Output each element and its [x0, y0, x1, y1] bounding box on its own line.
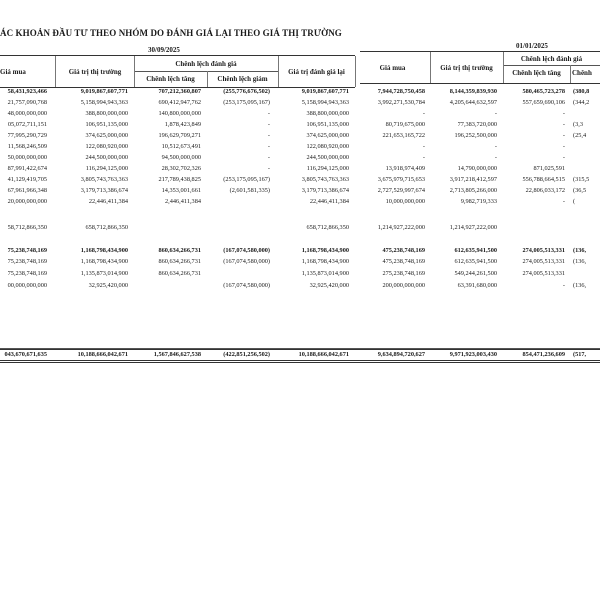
- table-cell: 22,446,411,384: [88, 198, 128, 205]
- table-cell: 374,625,000,000: [306, 132, 349, 139]
- table-cell: (380,8: [573, 88, 590, 95]
- table-cell: 1,135,873,014,900: [80, 270, 128, 277]
- table-cell: 32,925,420,000: [88, 282, 128, 289]
- table-cell: 67,961,966,348: [7, 187, 47, 194]
- table-cell: 196,252,500,000: [454, 132, 497, 139]
- table-cell: 3,992,271,530,784: [377, 99, 425, 106]
- table-cell: 1,214,927,222,000: [377, 224, 425, 231]
- table-cell: 80,719,675,000: [385, 121, 425, 128]
- table-cell: 1,168,798,434,900: [301, 247, 349, 254]
- header-bottom-rule-prior: [360, 83, 600, 84]
- table-row: [0, 231, 600, 241]
- table-row: [0, 98, 600, 108]
- table-cell: 00,000,000,000: [7, 282, 47, 289]
- table-cell: (253,175,095,167): [223, 99, 270, 106]
- table-cell: 557,659,690,106: [522, 99, 565, 106]
- table-cell: -: [267, 121, 270, 128]
- table-cell: 871,025,591: [533, 165, 565, 172]
- table-cell: -: [422, 110, 425, 117]
- table-cell: 116,294,125,000: [85, 165, 128, 172]
- table-cell: -: [562, 121, 565, 128]
- table-cell: 196,629,709,271: [158, 132, 201, 139]
- table-cell: -: [267, 165, 270, 172]
- table-cell: 14,353,001,661: [161, 187, 201, 194]
- table-cell: 5,158,994,943,363: [80, 99, 128, 106]
- table-cell: 475,238,748,169: [382, 258, 425, 265]
- table-cell: -: [267, 132, 270, 139]
- table-cell: 3,675,979,715,653: [377, 176, 425, 183]
- table-cell: 4,205,644,632,597: [449, 99, 497, 106]
- table-row: [0, 197, 600, 207]
- table-row: [0, 153, 600, 163]
- table-row: [0, 131, 600, 141]
- table-cell: 9,019,867,607,771: [301, 88, 349, 95]
- table-cell: 854,471,236,609: [522, 351, 565, 358]
- table-cell: 580,465,723,278: [522, 88, 565, 95]
- table-cell: 22,446,411,384: [309, 198, 349, 205]
- total-rule-bottom: [0, 360, 600, 361]
- table-cell: (136,: [573, 258, 587, 265]
- table-cell: 3,805,743,763,363: [301, 176, 349, 183]
- table-cell: 2,446,411,384: [165, 198, 201, 205]
- table-cell: 244,500,000,000: [306, 154, 349, 161]
- table-cell: 3,179,713,386,674: [301, 187, 349, 194]
- table-row: [0, 120, 600, 130]
- table-cell: (517,: [573, 351, 587, 358]
- header-decrease-prior: Chênh: [572, 69, 592, 77]
- table-row: [0, 246, 600, 256]
- table-cell: 388,800,000,000: [306, 110, 349, 117]
- table-cell: 274,005,513,331: [522, 270, 565, 277]
- table-cell: 10,512,673,491: [161, 143, 201, 150]
- table-cell: 87,991,422,674: [7, 165, 47, 172]
- total-rule-double: [0, 362, 600, 363]
- table-cell: 1,168,798,434,900: [80, 247, 128, 254]
- header-increase: Chênh lệch tăng: [146, 75, 195, 83]
- table-cell: 707,212,360,807: [158, 88, 201, 95]
- table-cell: 860,634,266,731: [158, 258, 201, 265]
- table-cell: 48,000,000,000: [7, 110, 47, 117]
- table-cell: 549,244,261,500: [454, 270, 497, 277]
- subheader-rule-current: [134, 71, 278, 72]
- table-cell: 274,005,513,331: [522, 247, 565, 254]
- table-cell: 14,790,000,000: [457, 165, 497, 172]
- table-cell: -: [562, 143, 565, 150]
- table-cell: -: [494, 110, 497, 117]
- table-cell: 1,168,798,434,900: [301, 258, 349, 265]
- table-cell: 10,188,666,042,671: [298, 351, 349, 358]
- table-cell: 13,918,974,409: [385, 165, 425, 172]
- header-market-value: Giá trị thị trường: [68, 68, 122, 76]
- table-cell: -: [494, 154, 497, 161]
- header-rule-prior: [360, 51, 600, 52]
- period-current: 30/09/2025: [148, 46, 180, 54]
- table-cell: 2,727,529,997,674: [377, 187, 425, 194]
- table-row: [0, 257, 600, 267]
- table-cell: -: [562, 154, 565, 161]
- table-cell: 374,625,000,000: [85, 132, 128, 139]
- table-cell: 11,568,246,509: [7, 143, 47, 150]
- table-cell: 122,080,920,000: [306, 143, 349, 150]
- table-cell: 10,188,666,042,671: [77, 351, 128, 358]
- table-cell: -: [422, 154, 425, 161]
- table-cell: 63,391,680,000: [457, 282, 497, 289]
- table-cell: 043,670,671,635: [4, 351, 47, 358]
- table-cell: -: [267, 143, 270, 150]
- table-cell: 9,982,719,333: [460, 198, 497, 205]
- table-cell: 5,158,994,943,363: [301, 99, 349, 106]
- table-cell: 200,000,000,000: [382, 282, 425, 289]
- header-revaluation-diff: Chênh lệch đánh giá: [175, 60, 237, 68]
- header-increase-prior: Chênh lệch tăng: [512, 69, 561, 77]
- table-cell: 75,238,748,169: [7, 258, 47, 265]
- table-cell: 7,944,728,750,458: [377, 88, 425, 95]
- header-revalued-value: Giá trị đánh giá lại: [288, 68, 345, 76]
- table-cell: 658,712,866,350: [306, 224, 349, 231]
- table-cell: 1,168,798,434,900: [80, 258, 128, 265]
- table-row: [0, 281, 600, 291]
- table-cell: 106,951,135,000: [306, 121, 349, 128]
- table-cell: 140,800,000,000: [158, 110, 201, 117]
- table-row: [0, 87, 600, 97]
- header-revaluation-diff-prior: Chênh lệch đánh giá: [520, 55, 583, 63]
- table-cell: 274,005,513,331: [522, 258, 565, 265]
- table-cell: 75,238,748,169: [7, 270, 47, 277]
- table-row: [0, 164, 600, 174]
- table-cell: 21,757,090,768: [7, 99, 47, 106]
- table-row: [0, 175, 600, 185]
- table-cell: 75,238,748,169: [7, 247, 47, 254]
- table-cell: 8,144,359,839,930: [449, 88, 497, 95]
- table-cell: (315,5: [573, 176, 590, 183]
- table-cell: 50,000,000,000: [7, 154, 47, 161]
- table-row: [0, 269, 600, 279]
- table-cell: -: [562, 132, 565, 139]
- table-cell: 388,800,000,000: [85, 110, 128, 117]
- table-cell: 475,238,748,169: [382, 247, 425, 254]
- table-cell: 20,000,000,000: [7, 198, 47, 205]
- table-cell: 2,713,805,266,000: [449, 187, 497, 194]
- table-cell: 1,567,846,627,538: [153, 351, 201, 358]
- table-cell: 1,135,873,014,900: [301, 270, 349, 277]
- table-cell: 05,072,711,151: [7, 121, 47, 128]
- table-cell: -: [494, 143, 497, 150]
- table-cell: 612,635,941,500: [454, 258, 497, 265]
- table-cell: 58,712,866,350: [7, 224, 47, 231]
- table-cell: 58,431,923,466: [7, 88, 47, 95]
- table-cell: 1,214,927,222,000: [449, 224, 497, 231]
- table-cell: 860,634,266,731: [158, 270, 201, 277]
- table-cell: 9,634,894,720,627: [377, 351, 425, 358]
- total-rule-top: [0, 349, 600, 350]
- table-cell: 3,917,218,412,597: [449, 176, 497, 183]
- table-row: [0, 142, 600, 152]
- table-cell: 3,805,743,763,363: [80, 176, 128, 183]
- table-cell: (136,: [573, 282, 587, 289]
- table-cell: 116,294,125,000: [306, 165, 349, 172]
- table-cell: -: [562, 198, 565, 205]
- table-cell: (25,4: [573, 132, 587, 139]
- table-cell: -: [422, 143, 425, 150]
- table-cell: (136,: [573, 247, 587, 254]
- table-cell: 77,995,290,729: [7, 132, 47, 139]
- table-cell: 28,302,702,326: [161, 165, 201, 172]
- table-cell: 3,179,713,386,674: [80, 187, 128, 194]
- table-cell: (167,074,580,000): [223, 258, 270, 265]
- table-cell: 32,925,420,000: [309, 282, 349, 289]
- table-cell: 556,788,664,515: [522, 176, 565, 183]
- table-cell: (167,074,580,000): [223, 247, 270, 254]
- table-title: ÁC KHOẢN ĐẦU TƯ THEO NHÓM DO ĐÁNH GIÁ LẠI THEO GIÁ THỊ TRƯỜNG: [0, 28, 342, 38]
- table-cell: 860,634,266,731: [158, 247, 201, 254]
- table-cell: 22,806,033,172: [525, 187, 565, 194]
- table-cell: (167,074,580,000): [223, 282, 270, 289]
- table-cell: (422,851,256,502): [223, 351, 270, 358]
- table-row: [0, 208, 600, 218]
- table-cell: (2,601,581,335): [229, 187, 270, 194]
- table-cell: 275,238,748,169: [382, 270, 425, 277]
- table-cell: (: [573, 198, 576, 205]
- table-cell: (255,776,676,502): [223, 88, 270, 95]
- table-cell: 221,653,165,722: [382, 132, 425, 139]
- subheader-rule-prior: [503, 65, 600, 66]
- table-row: [0, 109, 600, 119]
- table-cell: -: [562, 282, 565, 289]
- table-cell: 612,635,941,500: [454, 247, 497, 254]
- table-cell: (36,5: [573, 187, 587, 194]
- table-cell: 122,080,920,000: [85, 143, 128, 150]
- table-cell: 9,019,867,607,771: [80, 88, 128, 95]
- table-cell: -: [267, 154, 270, 161]
- table-cell: (253,175,095,167): [223, 176, 270, 183]
- table-cell: 77,383,720,000: [457, 121, 497, 128]
- table-cell: 244,500,000,000: [85, 154, 128, 161]
- table-row: [0, 350, 600, 360]
- table-cell: 658,712,866,350: [85, 224, 128, 231]
- table-cell: -: [562, 110, 565, 117]
- table-cell: 217,789,438,825: [158, 176, 201, 183]
- table-cell: 1,878,423,849: [164, 121, 201, 128]
- period-prior: 01/01/2025: [516, 42, 548, 50]
- header-decrease: Chênh lệch giảm: [217, 75, 268, 83]
- table-cell: 10,000,000,000: [385, 198, 425, 205]
- table-cell: (344,2: [573, 99, 590, 106]
- header-purchase-price-prior: Giá mua: [379, 64, 406, 72]
- table-cell: 690,412,947,762: [158, 99, 201, 106]
- header-rule-current: [0, 55, 355, 56]
- table-cell: (3,3: [573, 121, 583, 128]
- table-cell: 106,951,135,000: [85, 121, 128, 128]
- table-cell: 94,500,000,000: [161, 154, 201, 161]
- col-sep: [570, 65, 571, 83]
- table-cell: 9,971,923,003,430: [449, 351, 497, 358]
- table-row: [0, 186, 600, 196]
- table-cell: 41,129,419,705: [7, 176, 47, 183]
- header-purchase-price: Giá mua: [0, 68, 26, 76]
- table-cell: -: [267, 110, 270, 117]
- header-market-value-prior: Giá trị thị trường: [440, 64, 493, 72]
